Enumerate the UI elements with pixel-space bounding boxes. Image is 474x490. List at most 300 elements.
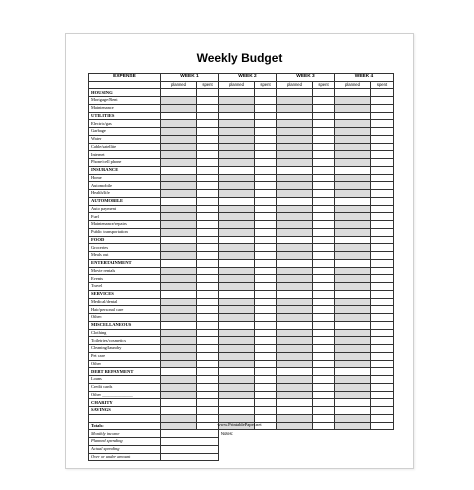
planned-cell[interactable] — [161, 283, 197, 291]
spent-cell[interactable] — [371, 352, 394, 360]
planned-cell[interactable] — [219, 190, 255, 198]
spent-cell[interactable] — [371, 360, 394, 368]
spent-cell[interactable] — [197, 314, 219, 322]
spent-cell[interactable] — [197, 213, 219, 221]
planned-cell[interactable] — [335, 290, 371, 298]
planned-cell[interactable] — [161, 321, 197, 329]
spent-cell[interactable] — [197, 128, 219, 136]
spent-cell[interactable] — [313, 236, 335, 244]
spent-cell[interactable] — [313, 228, 335, 236]
spent-cell[interactable] — [313, 174, 335, 182]
spent-cell[interactable] — [371, 244, 394, 252]
planned-cell[interactable] — [277, 182, 313, 190]
spent-cell[interactable] — [197, 329, 219, 337]
spent-cell[interactable] — [197, 143, 219, 151]
planned-cell[interactable] — [219, 128, 255, 136]
spent-cell[interactable] — [313, 298, 335, 306]
spent-cell[interactable] — [371, 174, 394, 182]
planned-cell[interactable] — [277, 197, 313, 205]
planned-cell[interactable] — [277, 376, 313, 384]
spent-cell[interactable] — [313, 205, 335, 213]
spent-cell[interactable] — [371, 368, 394, 376]
planned-cell[interactable] — [277, 259, 313, 267]
spent-cell[interactable] — [197, 399, 219, 407]
planned-cell[interactable] — [219, 166, 255, 174]
spent-cell[interactable] — [313, 391, 335, 399]
spent-cell[interactable] — [313, 89, 335, 97]
spent-cell[interactable] — [313, 414, 335, 422]
planned-cell[interactable] — [219, 352, 255, 360]
spent-cell[interactable] — [371, 306, 394, 314]
planned-cell[interactable] — [277, 143, 313, 151]
planned-cell[interactable] — [219, 345, 255, 353]
planned-cell[interactable] — [219, 182, 255, 190]
spent-cell[interactable] — [197, 345, 219, 353]
spent-cell[interactable] — [255, 414, 277, 422]
summary-value-cell[interactable] — [161, 430, 219, 438]
spent-cell[interactable] — [255, 236, 277, 244]
planned-cell[interactable] — [335, 143, 371, 151]
spent-cell[interactable] — [313, 321, 335, 329]
spent-cell[interactable] — [313, 360, 335, 368]
planned-cell[interactable] — [335, 135, 371, 143]
planned-cell[interactable] — [335, 112, 371, 120]
spent-cell[interactable] — [371, 321, 394, 329]
planned-cell[interactable] — [335, 252, 371, 260]
planned-cell[interactable] — [335, 345, 371, 353]
spent-cell[interactable] — [197, 120, 219, 128]
planned-cell[interactable] — [335, 213, 371, 221]
spent-cell[interactable] — [255, 104, 277, 112]
planned-cell[interactable] — [219, 298, 255, 306]
spent-cell[interactable] — [197, 97, 219, 105]
spent-cell[interactable] — [197, 306, 219, 314]
spent-cell[interactable] — [255, 407, 277, 415]
planned-cell[interactable] — [277, 135, 313, 143]
planned-cell[interactable] — [277, 236, 313, 244]
spent-cell[interactable] — [313, 252, 335, 260]
spent-cell[interactable] — [197, 89, 219, 97]
spent-cell[interactable] — [255, 298, 277, 306]
spent-cell[interactable] — [371, 236, 394, 244]
planned-cell[interactable] — [277, 298, 313, 306]
planned-cell[interactable] — [277, 89, 313, 97]
spent-cell[interactable] — [255, 221, 277, 229]
planned-cell[interactable] — [335, 159, 371, 167]
planned-cell[interactable] — [335, 236, 371, 244]
spent-cell[interactable] — [313, 314, 335, 322]
spent-cell[interactable] — [371, 166, 394, 174]
spent-cell[interactable] — [197, 228, 219, 236]
planned-cell[interactable] — [161, 368, 197, 376]
spent-cell[interactable] — [371, 135, 394, 143]
spent-cell[interactable] — [197, 267, 219, 275]
planned-cell[interactable] — [335, 399, 371, 407]
planned-cell[interactable] — [219, 329, 255, 337]
spent-cell[interactable] — [371, 376, 394, 384]
spent-cell[interactable] — [371, 252, 394, 260]
spent-cell[interactable] — [371, 337, 394, 345]
planned-cell[interactable] — [219, 407, 255, 415]
planned-cell[interactable] — [161, 290, 197, 298]
planned-cell[interactable] — [219, 174, 255, 182]
planned-cell[interactable] — [277, 205, 313, 213]
planned-cell[interactable] — [161, 143, 197, 151]
planned-cell[interactable] — [219, 368, 255, 376]
planned-cell[interactable] — [335, 182, 371, 190]
planned-cell[interactable] — [277, 360, 313, 368]
planned-cell[interactable] — [219, 391, 255, 399]
spent-cell[interactable] — [197, 259, 219, 267]
planned-cell[interactable] — [277, 267, 313, 275]
spent-cell[interactable] — [255, 143, 277, 151]
planned-cell[interactable] — [161, 104, 197, 112]
spent-cell[interactable] — [255, 244, 277, 252]
spent-cell[interactable] — [197, 182, 219, 190]
spent-cell[interactable] — [255, 383, 277, 391]
planned-cell[interactable] — [277, 345, 313, 353]
spent-cell[interactable] — [197, 352, 219, 360]
planned-cell[interactable] — [219, 135, 255, 143]
spent-cell[interactable] — [197, 298, 219, 306]
planned-cell[interactable] — [335, 97, 371, 105]
spent-cell[interactable] — [197, 135, 219, 143]
planned-cell[interactable] — [277, 244, 313, 252]
planned-cell[interactable] — [335, 314, 371, 322]
planned-cell[interactable] — [219, 159, 255, 167]
planned-cell[interactable] — [219, 89, 255, 97]
planned-cell[interactable] — [219, 236, 255, 244]
planned-cell[interactable] — [277, 252, 313, 260]
spent-cell[interactable] — [255, 228, 277, 236]
planned-cell[interactable] — [161, 391, 197, 399]
planned-cell[interactable] — [335, 306, 371, 314]
spent-cell[interactable] — [255, 197, 277, 205]
spent-cell[interactable] — [371, 182, 394, 190]
spent-cell[interactable] — [371, 159, 394, 167]
summary-value-cell[interactable] — [161, 445, 219, 453]
planned-cell[interactable] — [161, 275, 197, 283]
planned-cell[interactable] — [335, 128, 371, 136]
planned-cell[interactable] — [219, 306, 255, 314]
spent-cell[interactable] — [371, 275, 394, 283]
spent-cell[interactable] — [313, 244, 335, 252]
planned-cell[interactable] — [335, 190, 371, 198]
spent-cell[interactable] — [255, 306, 277, 314]
spent-cell[interactable] — [197, 205, 219, 213]
planned-cell[interactable] — [161, 89, 197, 97]
planned-cell[interactable] — [335, 376, 371, 384]
spent-cell[interactable] — [255, 345, 277, 353]
spent-cell[interactable] — [255, 399, 277, 407]
planned-cell[interactable] — [277, 128, 313, 136]
planned-cell[interactable] — [335, 120, 371, 128]
spent-cell[interactable] — [313, 383, 335, 391]
spent-cell[interactable] — [255, 174, 277, 182]
planned-cell[interactable] — [161, 376, 197, 384]
planned-cell[interactable] — [219, 376, 255, 384]
spent-cell[interactable] — [255, 97, 277, 105]
spent-cell[interactable] — [255, 290, 277, 298]
spent-cell[interactable] — [255, 166, 277, 174]
spent-cell[interactable] — [255, 252, 277, 260]
spent-cell[interactable] — [313, 399, 335, 407]
planned-cell[interactable] — [161, 337, 197, 345]
spent-cell[interactable] — [313, 283, 335, 291]
spent-cell[interactable] — [197, 321, 219, 329]
spent-cell[interactable] — [371, 283, 394, 291]
spent-cell[interactable] — [255, 120, 277, 128]
spent-cell[interactable] — [197, 151, 219, 159]
spent-cell[interactable] — [255, 352, 277, 360]
spent-cell[interactable] — [371, 314, 394, 322]
spent-cell[interactable] — [255, 259, 277, 267]
spent-cell[interactable] — [371, 221, 394, 229]
spent-cell[interactable] — [255, 360, 277, 368]
planned-cell[interactable] — [277, 190, 313, 198]
planned-cell[interactable] — [277, 159, 313, 167]
spent-cell[interactable] — [197, 407, 219, 415]
planned-cell[interactable] — [277, 283, 313, 291]
planned-cell[interactable] — [277, 151, 313, 159]
planned-cell[interactable] — [335, 407, 371, 415]
spent-cell[interactable] — [371, 112, 394, 120]
planned-cell[interactable] — [219, 383, 255, 391]
spent-cell[interactable] — [371, 97, 394, 105]
spent-cell[interactable] — [371, 143, 394, 151]
spent-cell[interactable] — [313, 213, 335, 221]
spent-cell[interactable] — [313, 221, 335, 229]
spent-cell[interactable] — [371, 228, 394, 236]
planned-cell[interactable] — [161, 182, 197, 190]
planned-cell[interactable] — [161, 112, 197, 120]
spent-cell[interactable] — [197, 221, 219, 229]
spent-cell[interactable] — [255, 151, 277, 159]
spent-cell[interactable] — [371, 104, 394, 112]
spent-cell[interactable] — [197, 360, 219, 368]
planned-cell[interactable] — [335, 104, 371, 112]
planned-cell[interactable] — [161, 174, 197, 182]
planned-cell[interactable] — [219, 414, 255, 422]
spent-cell[interactable] — [197, 337, 219, 345]
spent-cell[interactable] — [313, 182, 335, 190]
spent-cell[interactable] — [255, 182, 277, 190]
planned-cell[interactable] — [161, 236, 197, 244]
planned-cell[interactable] — [335, 197, 371, 205]
spent-cell[interactable] — [255, 128, 277, 136]
planned-cell[interactable] — [335, 275, 371, 283]
spent-cell[interactable] — [371, 407, 394, 415]
planned-cell[interactable] — [277, 314, 313, 322]
planned-cell[interactable] — [161, 345, 197, 353]
planned-cell[interactable] — [219, 275, 255, 283]
planned-cell[interactable] — [335, 283, 371, 291]
planned-cell[interactable] — [161, 228, 197, 236]
planned-cell[interactable] — [335, 89, 371, 97]
spent-cell[interactable] — [197, 244, 219, 252]
spent-cell[interactable] — [371, 205, 394, 213]
planned-cell[interactable] — [277, 352, 313, 360]
planned-cell[interactable] — [161, 151, 197, 159]
spent-cell[interactable] — [313, 290, 335, 298]
summary-value-cell[interactable] — [161, 453, 219, 461]
spent-cell[interactable] — [313, 259, 335, 267]
spent-cell[interactable] — [197, 376, 219, 384]
spent-cell[interactable] — [371, 391, 394, 399]
planned-cell[interactable] — [335, 166, 371, 174]
planned-cell[interactable] — [335, 352, 371, 360]
planned-cell[interactable] — [335, 298, 371, 306]
planned-cell[interactable] — [219, 314, 255, 322]
spent-cell[interactable] — [255, 112, 277, 120]
planned-cell[interactable] — [277, 221, 313, 229]
planned-cell[interactable] — [219, 197, 255, 205]
planned-cell[interactable] — [277, 391, 313, 399]
spent-cell[interactable] — [371, 128, 394, 136]
spent-cell[interactable] — [255, 89, 277, 97]
spent-cell[interactable] — [313, 151, 335, 159]
planned-cell[interactable] — [161, 407, 197, 415]
spent-cell[interactable] — [313, 104, 335, 112]
planned-cell[interactable] — [219, 321, 255, 329]
planned-cell[interactable] — [277, 337, 313, 345]
spent-cell[interactable] — [255, 321, 277, 329]
spent-cell[interactable] — [197, 391, 219, 399]
planned-cell[interactable] — [161, 360, 197, 368]
planned-cell[interactable] — [219, 221, 255, 229]
planned-cell[interactable] — [161, 244, 197, 252]
planned-cell[interactable] — [277, 174, 313, 182]
planned-cell[interactable] — [219, 252, 255, 260]
planned-cell[interactable] — [277, 383, 313, 391]
planned-cell[interactable] — [161, 298, 197, 306]
planned-cell[interactable] — [161, 128, 197, 136]
spent-cell[interactable] — [313, 197, 335, 205]
planned-cell[interactable] — [219, 290, 255, 298]
spent-cell[interactable] — [313, 97, 335, 105]
spent-cell[interactable] — [313, 345, 335, 353]
spent-cell[interactable] — [371, 259, 394, 267]
spent-cell[interactable] — [371, 290, 394, 298]
spent-cell[interactable] — [197, 252, 219, 260]
planned-cell[interactable] — [219, 213, 255, 221]
spent-cell[interactable] — [255, 283, 277, 291]
spent-cell[interactable] — [197, 174, 219, 182]
spent-cell[interactable] — [371, 213, 394, 221]
spent-cell[interactable] — [313, 352, 335, 360]
planned-cell[interactable] — [219, 205, 255, 213]
planned-cell[interactable] — [277, 290, 313, 298]
spent-cell[interactable] — [255, 205, 277, 213]
spent-cell[interactable] — [255, 275, 277, 283]
planned-cell[interactable] — [219, 120, 255, 128]
spent-cell[interactable] — [313, 337, 335, 345]
planned-cell[interactable] — [161, 399, 197, 407]
planned-cell[interactable] — [335, 174, 371, 182]
spent-cell[interactable] — [371, 298, 394, 306]
planned-cell[interactable] — [277, 166, 313, 174]
spent-cell[interactable] — [313, 190, 335, 198]
spent-cell[interactable] — [313, 159, 335, 167]
planned-cell[interactable] — [335, 360, 371, 368]
planned-cell[interactable] — [277, 120, 313, 128]
spent-cell[interactable] — [313, 376, 335, 384]
spent-cell[interactable] — [255, 213, 277, 221]
spent-cell[interactable] — [197, 104, 219, 112]
spent-cell[interactable] — [197, 290, 219, 298]
planned-cell[interactable] — [219, 360, 255, 368]
spent-cell[interactable] — [255, 368, 277, 376]
spent-cell[interactable] — [255, 190, 277, 198]
spent-cell[interactable] — [313, 407, 335, 415]
planned-cell[interactable] — [161, 97, 197, 105]
spent-cell[interactable] — [255, 135, 277, 143]
summary-value-cell[interactable] — [161, 438, 219, 446]
planned-cell[interactable] — [219, 97, 255, 105]
planned-cell[interactable] — [161, 190, 197, 198]
spent-cell[interactable] — [197, 112, 219, 120]
planned-cell[interactable] — [335, 383, 371, 391]
spent-cell[interactable] — [255, 267, 277, 275]
spent-cell[interactable] — [197, 190, 219, 198]
spent-cell[interactable] — [313, 267, 335, 275]
planned-cell[interactable] — [277, 112, 313, 120]
planned-cell[interactable] — [161, 197, 197, 205]
planned-cell[interactable] — [161, 314, 197, 322]
spent-cell[interactable] — [313, 135, 335, 143]
planned-cell[interactable] — [161, 159, 197, 167]
planned-cell[interactable] — [219, 151, 255, 159]
spent-cell[interactable] — [371, 414, 394, 422]
planned-cell[interactable] — [219, 283, 255, 291]
spent-cell[interactable] — [371, 120, 394, 128]
spent-cell[interactable] — [313, 166, 335, 174]
spent-cell[interactable] — [313, 143, 335, 151]
planned-cell[interactable] — [335, 221, 371, 229]
spent-cell[interactable] — [313, 306, 335, 314]
spent-cell[interactable] — [371, 383, 394, 391]
planned-cell[interactable] — [277, 306, 313, 314]
spent-cell[interactable] — [197, 197, 219, 205]
planned-cell[interactable] — [161, 259, 197, 267]
planned-cell[interactable] — [161, 120, 197, 128]
planned-cell[interactable] — [277, 407, 313, 415]
planned-cell[interactable] — [277, 275, 313, 283]
planned-cell[interactable] — [335, 368, 371, 376]
spent-cell[interactable] — [371, 399, 394, 407]
spent-cell[interactable] — [313, 128, 335, 136]
planned-cell[interactable] — [277, 97, 313, 105]
planned-cell[interactable] — [161, 267, 197, 275]
planned-cell[interactable] — [219, 228, 255, 236]
planned-cell[interactable] — [219, 267, 255, 275]
planned-cell[interactable] — [161, 383, 197, 391]
planned-cell[interactable] — [335, 391, 371, 399]
spent-cell[interactable] — [255, 159, 277, 167]
planned-cell[interactable] — [219, 244, 255, 252]
planned-cell[interactable] — [161, 135, 197, 143]
planned-cell[interactable] — [219, 259, 255, 267]
planned-cell[interactable] — [335, 267, 371, 275]
planned-cell[interactable] — [161, 213, 197, 221]
spent-cell[interactable] — [313, 112, 335, 120]
spent-cell[interactable] — [197, 368, 219, 376]
spent-cell[interactable] — [313, 275, 335, 283]
spent-cell[interactable] — [371, 89, 394, 97]
spent-cell[interactable] — [371, 197, 394, 205]
spent-cell[interactable] — [197, 236, 219, 244]
planned-cell[interactable] — [335, 259, 371, 267]
